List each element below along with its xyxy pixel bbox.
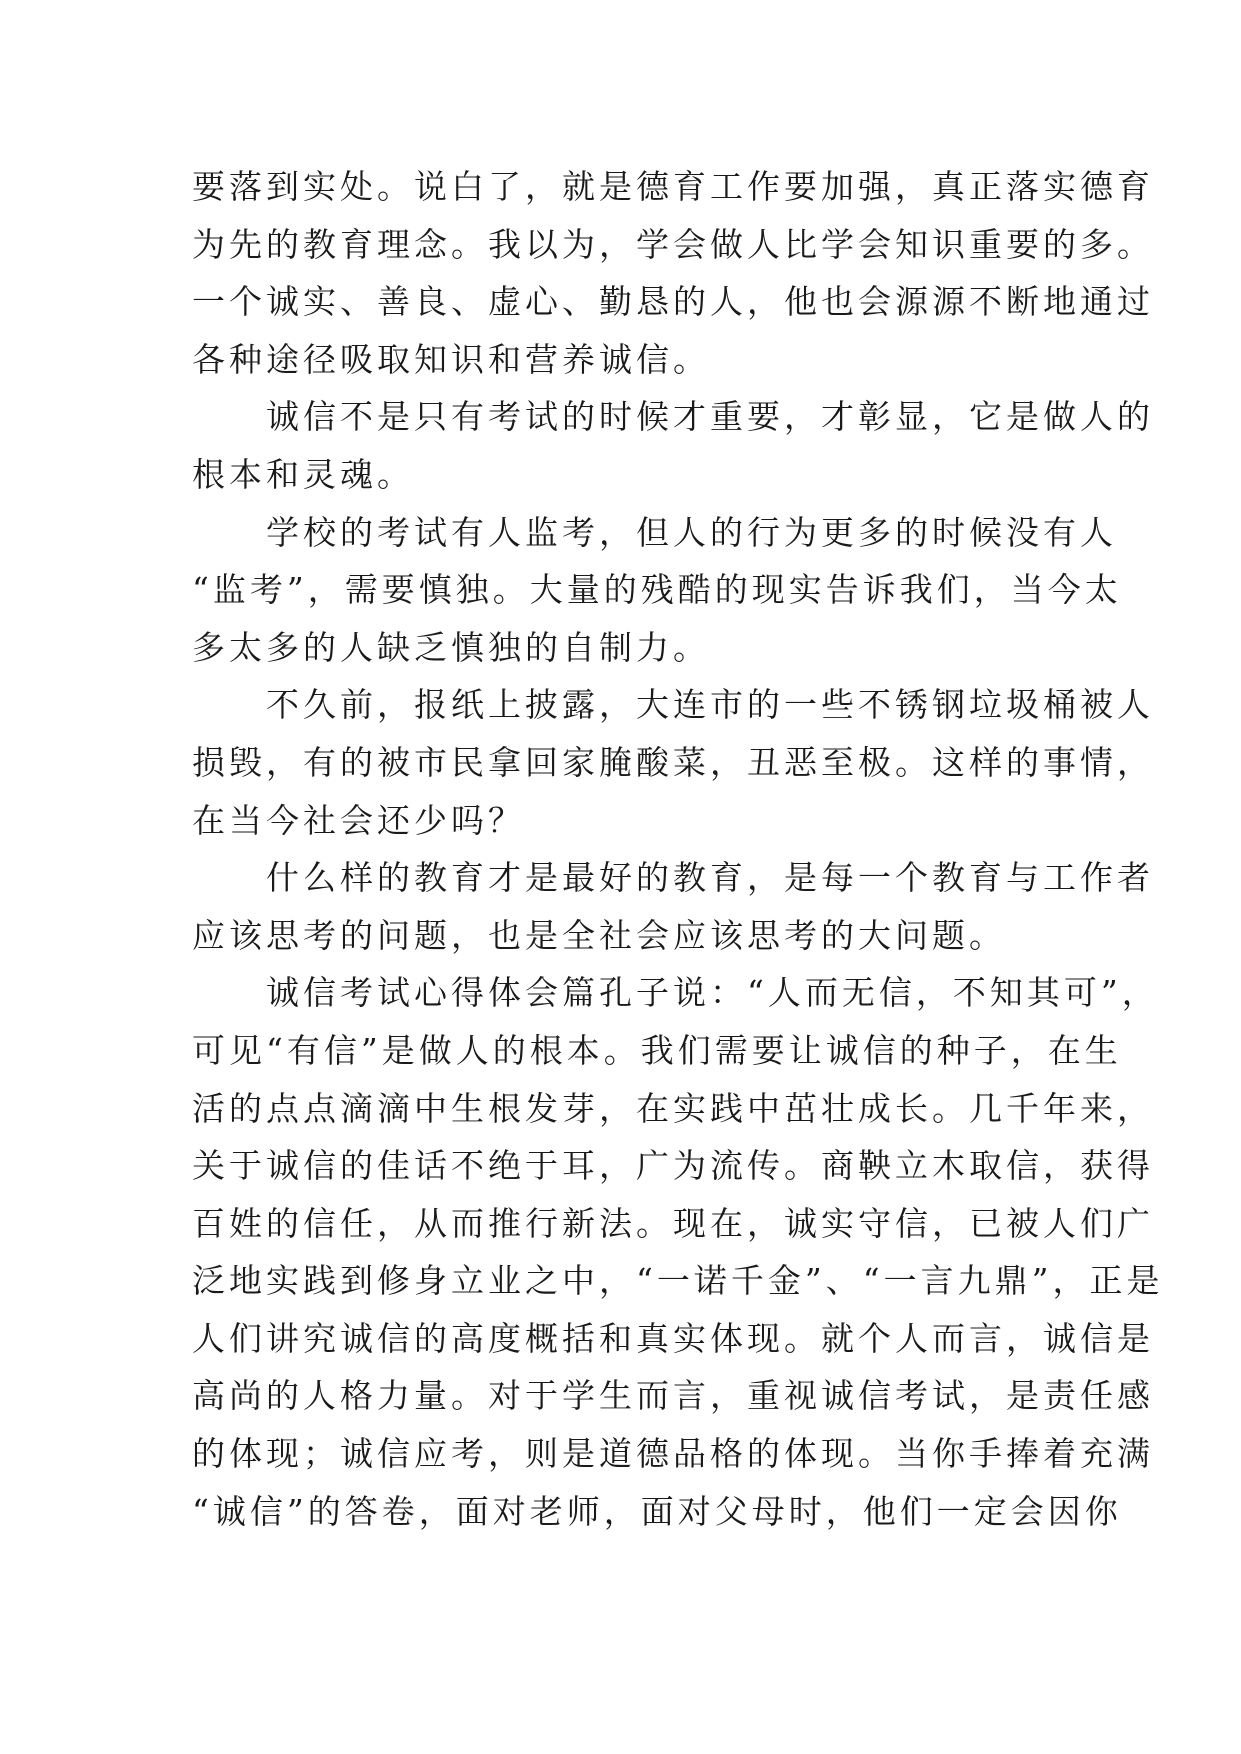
text-line: 应该思考的问题，也是全社会应该思考的大问题。	[192, 915, 1006, 955]
text-line: 诚信不是只有考试的时候才重要，才彰显，它是做人的	[192, 397, 1154, 437]
text-line: 的体现；诚信应考，则是道德品格的体现。当你手捧着充满	[192, 1434, 1154, 1474]
text-line: 关于诚信的佳话不绝于耳，广为流传。商鞅立木取信，获得	[192, 1146, 1154, 1186]
text-line: 学校的考试有人监考，但人的行为更多的时候没有人	[192, 512, 1117, 552]
text-line: 根本和灵魂。	[192, 454, 414, 494]
text-line: 什么样的教育才是最好的教育，是每一个教育与工作者	[192, 858, 1154, 898]
text-line: 诚信考试心得体会篇孔子说：“人而无信，不知其可”，	[192, 973, 1159, 1013]
body-text	[192, 158, 1164, 1540]
text-line: 多太多的人缺乏慎独的自制力。	[192, 627, 710, 667]
text-line: 要落到实处。说白了，就是德育工作要加强，真正落实德育	[192, 167, 1154, 206]
text-line: 高尚的人格力量。对于学生而言，重视诚信考试，是责任感	[192, 1376, 1154, 1416]
text-line: 活的点点滴滴中生根发芽，在实践中茁壮成长。几千年来，	[192, 1088, 1154, 1128]
text-line: 百姓的信任，从而推行新法。现在，诚实守信，已被人们广	[192, 1203, 1154, 1243]
text-line: 为先的教育理念。我以为，学会做人比学会知识重要的多。	[192, 224, 1154, 264]
text-line: 泛地实践到修身立业之中，“一诺千金”、“一言九鼎”，正是	[192, 1261, 1164, 1301]
text-line: 各种途径吸取知识和营养诚信。	[192, 339, 710, 379]
text-line: “监考”，需要慎独。大量的残酷的现实告诉我们，当今太	[192, 570, 1122, 610]
text-line: 在当今社会还少吗？	[192, 800, 525, 840]
text-line: 损毁，有的被市民拿回家腌酸菜，丑恶至极。这样的事情，	[192, 742, 1154, 782]
text-line: 人们讲究诚信的高度概括和真实体现。就个人而言，诚信是	[192, 1318, 1154, 1358]
text-line: 可见“有信”是做人的根本。我们需要让诚信的种子，在生	[192, 1030, 1122, 1070]
text-line: 一个诚实、善良、虚心、勤恳的人，他也会源源不断地通过	[192, 282, 1154, 322]
text-line: 不久前，报纸上披露，大连市的一些不锈钢垃圾桶被人	[192, 685, 1154, 725]
text-line: “诚信”的答卷，面对老师，面对父母时，他们一定会因你	[192, 1491, 1122, 1531]
